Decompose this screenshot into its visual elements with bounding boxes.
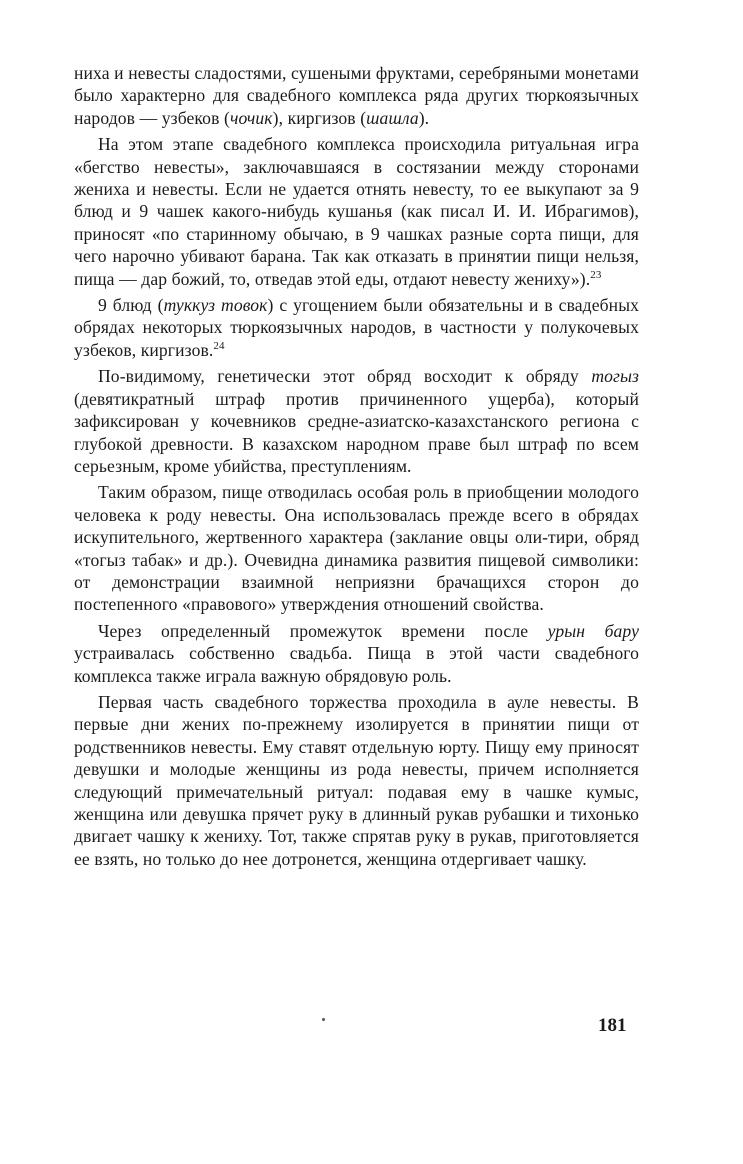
text-run: устраивалась собственно свадьба. Пища в этой части свадебного комплекса также играла важную обрядовую роль.: [74, 643, 639, 686]
text-run: Первая часть свадебного торжества проходила в ауле невесты. В первые дни жених по-прежнему изолируется в принятии пищи от родственников невесты. Ему ставят отдельную юрту. Пищу ему приносят девушки и молодые женщины из рода невесты, причем исполняется следующий примечательный ритуал: подавая ему в чашке кумыс, женщина или девушка прячет руку в длинный рукав рубашки и тихонько двигает чашку к жениху. Тот, также спрятав руку в рукав, приготовляется ее взять, но только до нее дотронется, женщина отдергивает чашку.: [74, 691, 639, 869]
page-body: [74, 62, 639, 874]
paragraph: [74, 62, 639, 129]
text-run: Через определенный промежуток времени после: [98, 620, 548, 641]
text-run: ниха и невесты сладостями, сушеными фруктами, серебряными монетами было характерно для свадебного комплекса ряда других тюркоязычных народов — узбеков (: [74, 63, 639, 128]
text-run: По-видимому, генетически этот обряд восходит к обряду: [98, 366, 592, 387]
text-run: На этом этапе свадебного комплекса происходила ритуальная игра «бегство невесты», заключавшаяся в состязании между сторонами жениха и невесты. Если не удается отнять невесту, то ее выкупают за 9 блюд и 9 чашек какого-нибудь кушанья (как писал И. И. Ибрагимов), приносят «по старинному обычаю, в 9 чашках разные сорта пищи, для чего нарочно убивают барана. Так как отказать в принятии пищи нельзя, пища — дар божий, то, отведав этой еды, отдают невесту жениху»).: [74, 134, 639, 289]
print-speck: [322, 1018, 325, 1021]
paragraph: [74, 481, 639, 615]
italic-term: шашла: [366, 107, 419, 128]
paragraph: [74, 294, 639, 361]
footnote-ref: 24: [213, 340, 225, 353]
paragraph: [74, 365, 639, 477]
text-run: ).: [418, 107, 430, 128]
page-number: 181: [598, 1015, 627, 1036]
italic-term: урын бару: [547, 620, 639, 641]
text-run: ), киргизов (: [272, 107, 367, 128]
italic-term: туккуз товок: [163, 295, 268, 316]
text-run: ) с угощением были обязательны и в свадебных обрядах некоторых тюркоязычных народов, в частности у полукочевых узбеков, киргизов.: [74, 295, 640, 360]
footnote-ref: 23: [590, 268, 602, 281]
text-run: (девятикратный штраф против причиненного ущерба), который зафиксирован у кочевников средне-азиатско-казахстанского региона с глубокой древности. В казахском народном праве был штраф по всем серьезным, кроме убийства, преступлениям.: [74, 388, 639, 476]
text-run: Таким образом, пище отводилась особая роль в приобщении молодого человека к роду невесты. Она использовалась прежде всего в обрядах искупительного, жертвенного характера (заклание овцы оли-тири, обряд «тогыз табак» и др.). Очевидна динамика развития пищевой символики: от демонстрации взаимной неприязни брачащихся сторон до постепенного «правового» утверждения отношений свойства.: [74, 482, 639, 615]
paragraph: [74, 620, 639, 687]
paragraph: [74, 133, 639, 290]
text-run: 9 блюд (: [98, 295, 164, 316]
italic-term: тогыз: [591, 366, 639, 387]
paragraph: [74, 691, 639, 870]
italic-term: чочик: [229, 107, 273, 128]
